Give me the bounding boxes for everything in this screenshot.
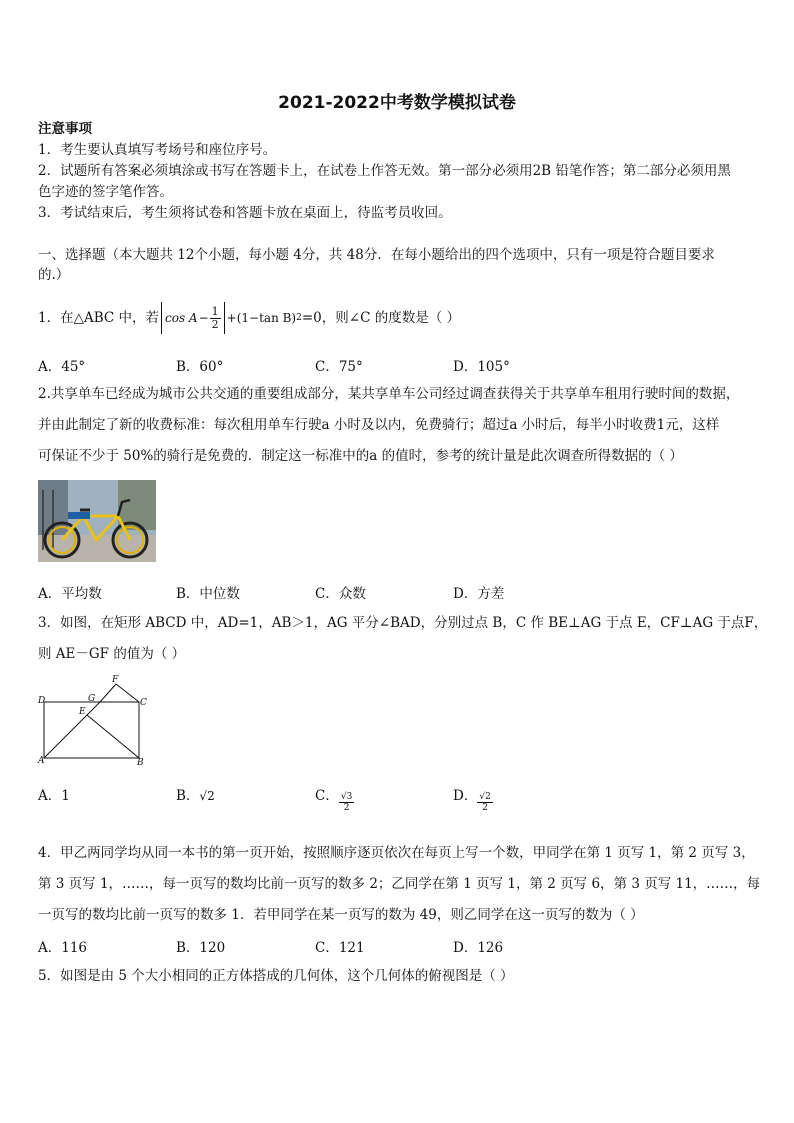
q3-c-den: 2 [343,803,350,813]
q3-option-b-value: √2 [199,789,215,803]
page-title: 2021-2022中考数学模拟试卷 [278,93,516,113]
q4-option-a[interactable]: A．116 [38,940,88,956]
q3-option-d-label: D． [453,788,478,804]
q2-option-b[interactable]: B．中位数 [176,586,240,602]
q3-option-a[interactable]: A．1 [38,788,70,804]
q1-suffix: =0，则∠C 的度数是（ ） [301,310,460,326]
label-c: C [140,698,147,708]
q1-tan-part: +(1−tan B) [226,311,297,325]
q1-option-b[interactable]: B．60° [176,359,224,375]
notice-item: 2．试题所有答案必须填涂或书写在答题卡上，在试卷上作答无效。第一部分必须用2B 铅笔作答；第二部分必须用黑 [38,163,731,179]
question-2-line: 2.共享单车已经成为城市公共交通的重要组成部分，某共享单车公司经过调查获得关于共享单车租用行驶时间的数据， [38,386,740,402]
notice-item: 1．考生要认真填写考场号和座位序号。 [38,142,277,158]
rectangle-figure [34,672,154,770]
section-heading-cont: 的.） [38,267,70,283]
line-ag [44,702,100,758]
question-3-line: 则 AE－GF 的值为（ ） [38,646,186,662]
label-g: G [88,694,96,704]
q4-option-b[interactable]: B．120 [176,940,226,956]
question-4-line: 4．甲乙两同学均从同一本书的第一页开始，按照顺序逐页依次在每页上写一个数，甲同学在第 1 页写 1，第 2 页写 3， [38,845,755,861]
q3-option-b[interactable] [176,784,215,804]
q3-option-c-label: C． [315,788,339,804]
q3-option-d[interactable] [453,784,493,813]
q3-option-d-fraction [477,792,492,813]
q2-option-c[interactable]: C．众数 [315,586,366,602]
shared-bike-photo [38,480,156,562]
question-5-line: 5．如图是由 5 个大小相同的正方体搭成的几何体，这个几何体的俯视图是（ ） [38,968,514,984]
q1-cos: cos A [165,311,198,325]
q1-fraction [210,306,221,331]
line-be [87,715,139,758]
question-2-line: 并由此制定了新的收费标准：每次租用单车行驶a 小时及以内，免费骑行；超过a 小时后，每半小时收费1元，这样 [38,417,720,433]
q3-d-den: 2 [482,803,488,813]
q4-option-c[interactable]: C．121 [315,940,365,956]
q3-option-b-label: B． [176,788,200,804]
question-4-line: 一页写的数均比前一页写的数多 1．若甲同学在某一页写的数为 49，则乙同学在这一页写的数为（ ） [38,907,644,923]
line-gf [100,684,116,702]
q3-c-num: √3 [340,792,353,802]
q3-option-c[interactable] [315,784,354,813]
section-heading: 一、选择题（本大题共 12个小题，每小题 4分，共 48分．在每小题给出的四个选项中，只有一项是符合题目要求 [38,247,715,263]
question-3-line: 3．如图，在矩形 ABCD 中，AD=1，AB＞1，AG 平分∠BAD，分别过点 B，C 作 BE⊥AG 于点 E，CF⊥AG 于点F， [38,615,768,631]
question-4-line: 第 3 页写 1，……，每一页写的数均比前一页写的数多 2；乙同学在第 1 页写 1，第 2 页写 6，第 3 页写 11，……，每 [38,876,761,892]
q1-prefix: 1．在△ABC 中，若 [38,310,160,326]
notice-heading: 注意事项 [38,121,92,137]
label-a: A [38,756,45,766]
q1-exponent: 2 [296,313,302,323]
notice-item: 3．考试结束后，考生须将试卷和答题卡放在桌面上，待监考员收回。 [38,205,452,221]
q1-option-a[interactable]: A．45° [38,359,86,375]
q4-option-d[interactable]: D．126 [453,940,504,956]
notice-item: 色字迹的签字笔作答。 [38,184,173,200]
q1-option-d[interactable]: D．105° [453,359,510,375]
label-b: B [137,758,144,768]
line-cf [116,684,139,702]
q2-option-d[interactable]: D．方差 [453,586,505,602]
q3-option-c-fraction [339,792,354,813]
q1-frac-num: 1 [211,304,219,318]
q1-minus: − [198,311,209,325]
label-d: D [38,696,46,706]
q1-option-c[interactable]: C．75° [315,359,363,375]
q1-frac-den: 2 [211,317,219,331]
q2-option-a[interactable]: A．平均数 [38,586,102,602]
q3-d-num: √2 [479,792,491,802]
label-f: F [112,675,119,685]
label-e: E [79,707,86,717]
q1-abs-value [161,302,225,334]
question-1 [38,301,460,335]
question-2-line: 可保证不少于 50%的骑行是免费的．制定这一标准中的a 的值时，参考的统计量是此次调查所得数据的（ ） [38,448,683,464]
